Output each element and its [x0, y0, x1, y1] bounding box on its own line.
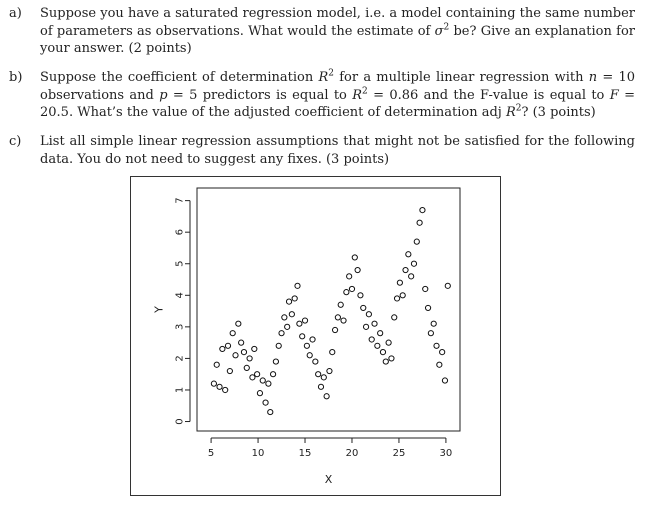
data-point [420, 207, 425, 212]
data-point [414, 239, 419, 244]
data-point [324, 394, 329, 399]
y-tick-label: 6 [174, 228, 186, 236]
data-point [285, 324, 290, 329]
data-point [355, 267, 360, 272]
data-point [349, 286, 354, 291]
data-point [247, 356, 252, 361]
data-point [310, 337, 315, 342]
y-tick-label: 1 [174, 386, 186, 394]
question-a [9, 5, 635, 59]
data-point [266, 381, 271, 386]
data-point [406, 252, 411, 257]
data-point [417, 220, 422, 225]
data-point [233, 353, 238, 358]
data-point [260, 378, 265, 383]
data-point [223, 387, 228, 392]
data-point [392, 315, 397, 320]
data-point [335, 315, 340, 320]
data-point [302, 318, 307, 323]
data-point [344, 290, 349, 295]
data-point [363, 324, 368, 329]
data-point [425, 305, 430, 310]
question-c-label: c) [9, 134, 22, 149]
data-point [304, 343, 309, 348]
y-tick-label: 5 [174, 260, 186, 267]
scatter-plot-figure [130, 176, 501, 496]
data-point [394, 296, 399, 301]
data-point [282, 315, 287, 320]
x-tick-label: 25 [392, 448, 406, 459]
data-point [361, 305, 366, 310]
data-point [372, 321, 377, 326]
data-point [431, 321, 436, 326]
data-point [440, 350, 445, 355]
data-point [316, 372, 321, 377]
data-point [313, 359, 318, 364]
data-point [366, 312, 371, 317]
data-point [434, 343, 439, 348]
data-point [321, 375, 326, 380]
data-point [332, 327, 337, 332]
data-point [327, 368, 332, 373]
data-point [442, 378, 447, 383]
data-point [230, 331, 235, 336]
data-point [292, 296, 297, 301]
data-point [263, 400, 268, 405]
data-point [411, 261, 416, 266]
data-point [268, 409, 273, 414]
data-point [352, 255, 357, 260]
data-point [338, 302, 343, 307]
data-point [428, 331, 433, 336]
y-tick-label: 4 [174, 292, 186, 299]
data-point [225, 343, 230, 348]
y-axis-title: Y [152, 306, 166, 313]
data-point [241, 350, 246, 355]
data-point [239, 340, 244, 345]
question-c-text: List all simple linear regression assumptions that might not be satisfied for the following data. You do not need to suggest any fixes. (3 points) [40, 134, 635, 167]
x-axis-title: X [324, 473, 333, 486]
data-point [389, 356, 394, 361]
y-tick-label: 3 [174, 323, 186, 331]
data-point [307, 353, 312, 358]
data-point [289, 312, 294, 317]
data-point [445, 283, 450, 288]
data-point [318, 384, 323, 389]
y-tick-label: 0 [174, 418, 186, 425]
data-point [397, 280, 402, 285]
scatter-plot [131, 177, 500, 495]
data-point [270, 372, 275, 377]
data-point [386, 340, 391, 345]
x-tick-label: 10 [251, 448, 265, 459]
data-point [244, 365, 249, 370]
data-point [255, 372, 260, 377]
data-point [358, 293, 363, 298]
data-point [286, 299, 291, 304]
data-point [227, 368, 232, 373]
data-point [214, 362, 219, 367]
question-b-text: Suppose the coefficient of determination $R^2$ for a multiple linear regression with n = 10 observations and p = 5 predictors is equal to $R^2 = 0.86$ and the F-value is equal to F = 20.5. What’s the value of the adjusted coefficient of determination adj $R^2$? (3 points) [40, 68, 636, 120]
data-point [380, 350, 385, 355]
data-point [279, 331, 284, 336]
question-a-text: Suppose you have a saturated regression model, i.e. a model containing the same number of parameters as observations. What would the estimate of $\sigma^2$ be? Give an explanation for your answer. (2 points) [40, 6, 635, 56]
data-point [211, 381, 216, 386]
data-point [330, 350, 335, 355]
question-a-label: a) [9, 6, 22, 21]
x-tick-label: 20 [345, 448, 359, 459]
data-point [375, 343, 380, 348]
data-point [400, 293, 405, 298]
data-point [437, 362, 442, 367]
x-tick-label: 30 [439, 448, 453, 459]
data-point [383, 359, 388, 364]
question-b [9, 69, 635, 125]
data-point [423, 286, 428, 291]
data-point [409, 274, 414, 279]
data-point [217, 384, 222, 389]
data-point [297, 321, 302, 326]
data-point [300, 334, 305, 339]
data-point [273, 359, 278, 364]
data-point [347, 274, 352, 279]
data-point [250, 375, 255, 380]
data-point [403, 267, 408, 272]
data-point [378, 331, 383, 336]
data-point [295, 283, 300, 288]
y-tick-label: 2 [174, 355, 186, 362]
data-point [341, 318, 346, 323]
data-point [257, 391, 262, 396]
question-c [9, 133, 635, 171]
x-tick-label: 15 [298, 448, 312, 459]
y-tick-label: 7 [174, 197, 186, 204]
x-tick-label: 5 [207, 448, 215, 459]
data-point [369, 337, 374, 342]
question-b-label: b) [9, 70, 23, 85]
data-point [220, 346, 225, 351]
data-point [252, 346, 257, 351]
data-point [276, 343, 281, 348]
data-point [236, 321, 241, 326]
